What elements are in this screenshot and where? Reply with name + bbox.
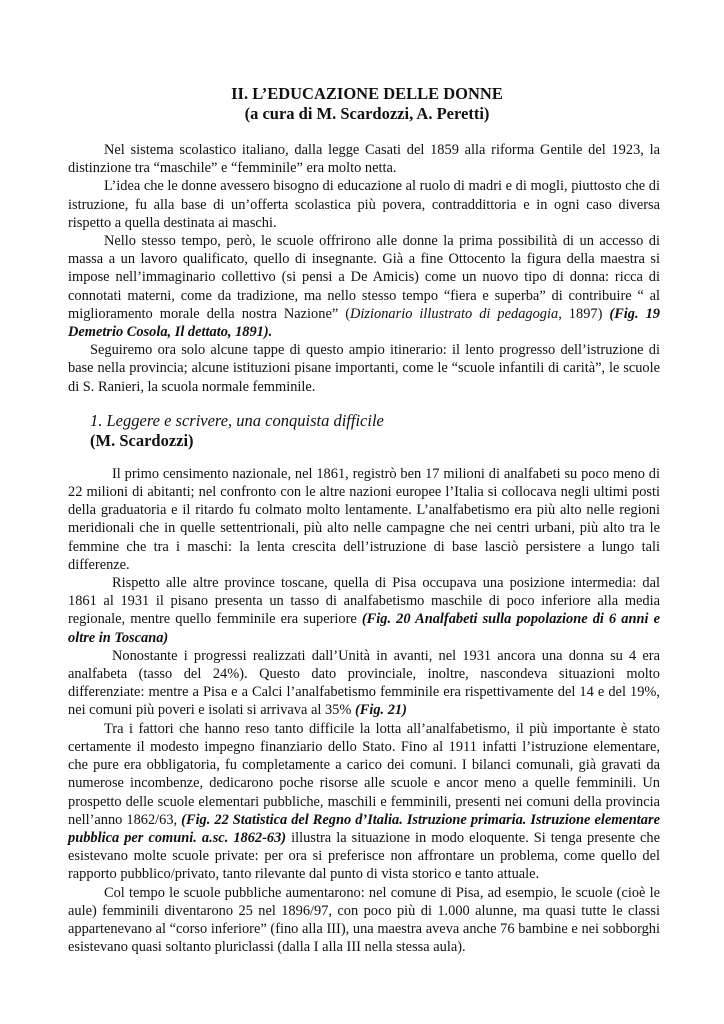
section-heading (90, 411, 660, 451)
section-paragraph-2 (68, 574, 660, 647)
document-page (68, 84, 660, 956)
figure-ref-21: (Fig. 21) (354, 702, 407, 719)
section-paragraph-1: Il primo censimento nazionale, nel 1861, registrò ben 17 milioni di analfabeti su poco meno di 22 milioni di abitanti; nel confronto con le altre nazioni europee l’Italia si collocava negli ultimi posti della graduatoria e il ritardo fu colmato molto lentamente. L’analfabetismo era più alto nelle regioni meridionali che in quelle settentrionali, più alto nelle campagne che nei centri urbani, più alto tra le femmine che tra i maschi: la lenta crescita dell’istruzione di base lasciò persistere a lungo tali differenze. (68, 465, 660, 573)
section-paragraph-4 (68, 720, 660, 884)
title-line-1: II. L’EDUCAZIONE DELLE DONNE (231, 84, 503, 103)
section-author: (M. Scardozzi) (90, 430, 194, 450)
section-p4-text-a: Tra i fattori che hanno reso tanto difficile la lotta all’analfabetismo, il più importante è stato certamente il modesto impegno finanziario dello Stato. Fino al 1911 infatti l’istruzione elementare, che pure era obbligatoria, fu completamente a carico dei comuni. I bilanci comunali, già gravati da numerose incombenze, dedicarono poche risorse alle scuole e ancor meno a quelle femminili. Un prospetto delle scuole elementari pubbliche, maschili e femminili, presenti nei comuni della provincia nell’anno 1862/63, (68, 720, 660, 828)
title-line-2: (a cura di M. Scardozzi, A. Peretti) (244, 104, 490, 123)
section-p2-text: Rispetto alle altre province toscane, quella di Pisa occupava una posizione intermedia: dal 1861 al 1931 il pisano presenta un tasso di analfabetismo maschile di poco inferiore alla media regionale, mentre quello femminile era superiore (68, 575, 660, 628)
dictionary-citation: Dizionario illustrato di pedagogia (350, 305, 559, 322)
section-paragraph-3 (68, 647, 660, 720)
intro-paragraph-1: Nel sistema scolastico italiano, dalla legge Casati del 1859 alla riforma Gentile del 1923, la distinzione tra “maschile” e “femminile” era molto netta. (68, 142, 660, 177)
section-p3-text: Nonostante i progressi realizzati dall’Unità in avanti, nel 1931 ancora una donna su 4 era analfabeta (tasso del 24%). Questo dato provinciale, inoltre, nascondeva situazioni molto differenziate: mentre a Pisa e a Calci l’analfabetismo femminile era rispettivamente del 14 e del 19%, nei comuni più poveri e isolati si arrivava al 35% (68, 647, 660, 719)
figure-ref-20: (Fig. 20 Analfabeti sulla popolazione di 6 anni e oltre in Toscana) (68, 611, 660, 646)
figure-ref-22: (Fig. 22 Statistica del Regno d’Italia. Istruzione primaria. Istruzione elementare pubblica per comuni. a.sc. 1862-63) (68, 811, 660, 846)
intro-p3-text-a: Nello stesso tempo, però, le scuole offrirono alle donne la prima possibilità di un accesso di massa a un lavoro qualificato, quello di insegnante. Già a fine Ottocento la figura della maestra si impose nell’immaginario collettivo (si pensi a De Amicis) come un nuovo tipo di donna: ricca di connotati materni, come da tradizione, ma nello stesso tempo “fiera e superba” di contribuire “ al miglioramento morale della nostra Nazione” ( (68, 233, 660, 322)
intro-paragraph-3 (68, 232, 660, 341)
section-paragraph-5: Col tempo le scuole pubbliche aumentarono: nel comune di Pisa, ad esempio, le scuole (cioè le aule) femminili diventarono 25 nel 1896/97, con poco più di 1.000 alunne, ma quasi tutte le classi appartenevano al “corso inferiore” (fino alla III), una maestra aveva anche 76 bambine e nei sobborghi esistevano quasi soltanto pluriclassi (dalla I alla III nella stessa aula). (68, 884, 660, 956)
figure-ref-19: (Fig. 19 Demetrio Cosola, Il dettato, 1891). (68, 305, 660, 341)
section-p4-text-b: illustra la situazione in modo eloquente. Si tenga presente che esistevano molte scuole private: per ora si preferisce non affrontare un problema, come quello del rapporto pubblico/privato, tanto rilevante dal punto di vista storico e tanto attuale. (68, 829, 660, 883)
page-title (68, 84, 660, 124)
intro-paragraph-4: Seguiremo ora solo alcune tappe di questo ampio itinerario: il lento progresso dell’istruzione di base nella provincia; alcune istituzioni pisane importanti, come le “scuole infantili di carità”, le scuole di S. Ranieri, la scuola normale femminile. (68, 342, 660, 395)
intro-p3-text-b: , 1897) (558, 305, 610, 322)
intro-paragraph-2: L’idea che le donne avessero bisogno di educazione al ruolo di madri e di mogli, piuttosto che di istruzione, fu alla base di un’offerta scolastica più povera, contraddittoria e in ogni caso diversa rispetto a quella destinata ai maschi. (68, 178, 660, 231)
section-title: 1. Leggere e scrivere, una conquista difficile (90, 410, 384, 430)
